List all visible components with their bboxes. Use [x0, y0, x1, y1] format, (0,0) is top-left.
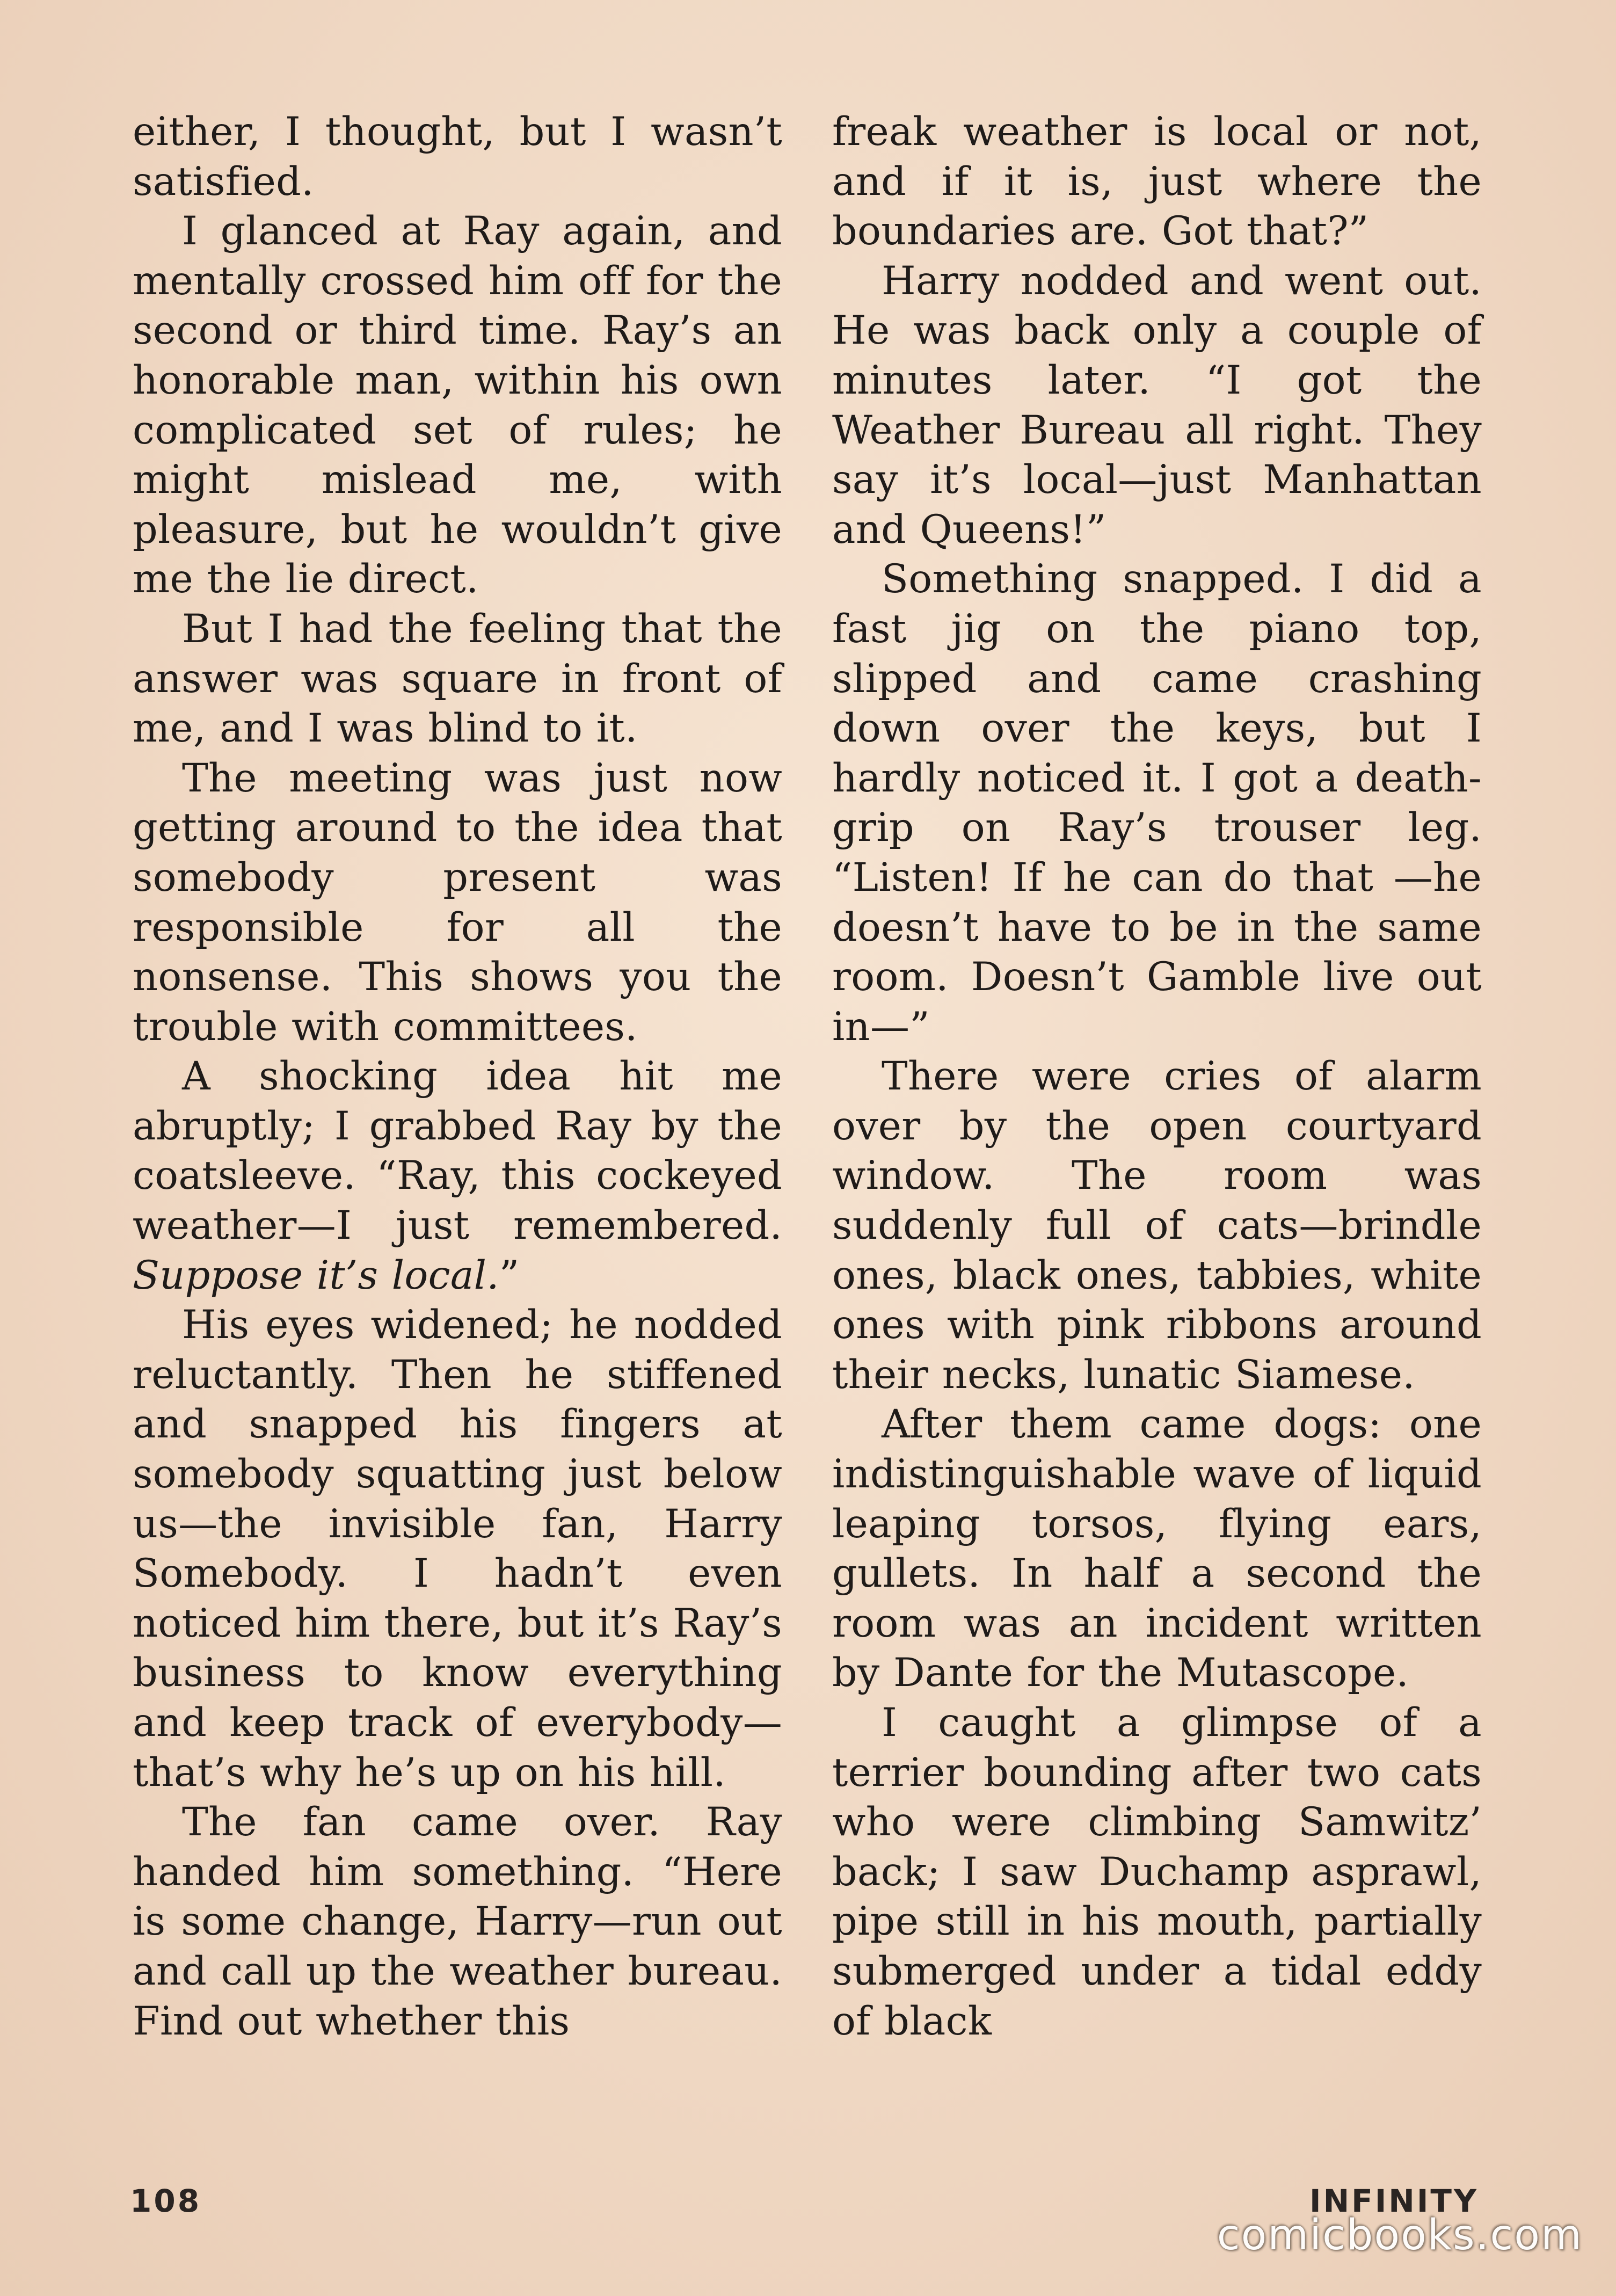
paragraph: freak weather is local or not, and if it is, just where the boundaries are. Got that?” [832, 109, 1482, 255]
paragraph: The meeting was just now getting around to the idea that somebody present was responsible for all the nonsense. This shows you the trouble with committees. [133, 755, 782, 1050]
paragraph: either, I thought, but I wasn’t satisfied. [133, 109, 782, 205]
magazine-title: INFINITY [1309, 2183, 1479, 2219]
right-text-column [832, 107, 1482, 2046]
paragraph-with-emphasis [133, 1052, 782, 1300]
page-number: 108 [130, 2183, 202, 2219]
paragraph: After them came dogs: one indistinguishable wave of liquid leaping torsos, flying ears, gullets. In half a second the room was an incident written by Dante for the Mutascope. [832, 1401, 1482, 1696]
left-text-column [133, 107, 782, 2046]
paragraph-text: ” [499, 1252, 520, 1298]
paragraph: Harry nodded and went out. He was back only a couple of minutes later. “I got the Weather Bureau all right. They say it’s local—just Manhattan and Queens!” [832, 258, 1482, 553]
paragraph: There were cries of alarm over by the open courtyard window. The room was suddenly full of cats—brindle ones, black ones, tabbies, white ones with pink ribbons around their necks, lunatic Siamese. [832, 1053, 1482, 1398]
paragraph: I caught a glimpse of a terrier bounding after two cats who were climbing Samwitz’ back; I saw Duchamp asprawl, pipe still in his mouth, partially submerged under a tidal eddy of black [832, 1700, 1482, 2044]
paragraph-text: A shocking idea hit me abruptly; I grabbed Ray by the coatsleeve. “Ray, this cockeyed weather—I just remembered. [133, 1053, 782, 1249]
watermark-text: comicbooks.com [1217, 2211, 1583, 2259]
emphasized-text: Suppose it’s local. [133, 1252, 499, 1298]
paragraph: The fan came over. Ray handed him something. “Here is some change, Harry—run out and call up the weather bureau. Find out whether this [133, 1799, 782, 2044]
paragraph: Something snapped. I did a fast jig on the piano top, slipped and came crashing down over the keys, but I hardly noticed it. I got a death-grip on Ray’s trouser leg. “Listen! If he can do that —he doesn’t have to be in the same room. Doesn’t Gamble live out in—” [832, 556, 1482, 1050]
paragraph: I glanced at Ray again, and mentally crossed him off for the second or third time. Ray’s an honorable man, within his own complicated set of rules; he might mislead me, with pleasure, but he wouldn’t give me the lie direct. [133, 208, 782, 602]
paragraph: But I had the feeling that the answer was square in front of me, and I was blind to it. [133, 606, 782, 752]
paragraph: His eyes widened; he nodded reluctantly. Then he stiffened and snapped his fingers at somebody squatting just below us—the invisible fan, Harry Somebody. I hadn’t even noticed him there, but it’s Ray’s business to know everything and keep track of everybody—that’s why he’s up on his hill. [133, 1302, 782, 1796]
